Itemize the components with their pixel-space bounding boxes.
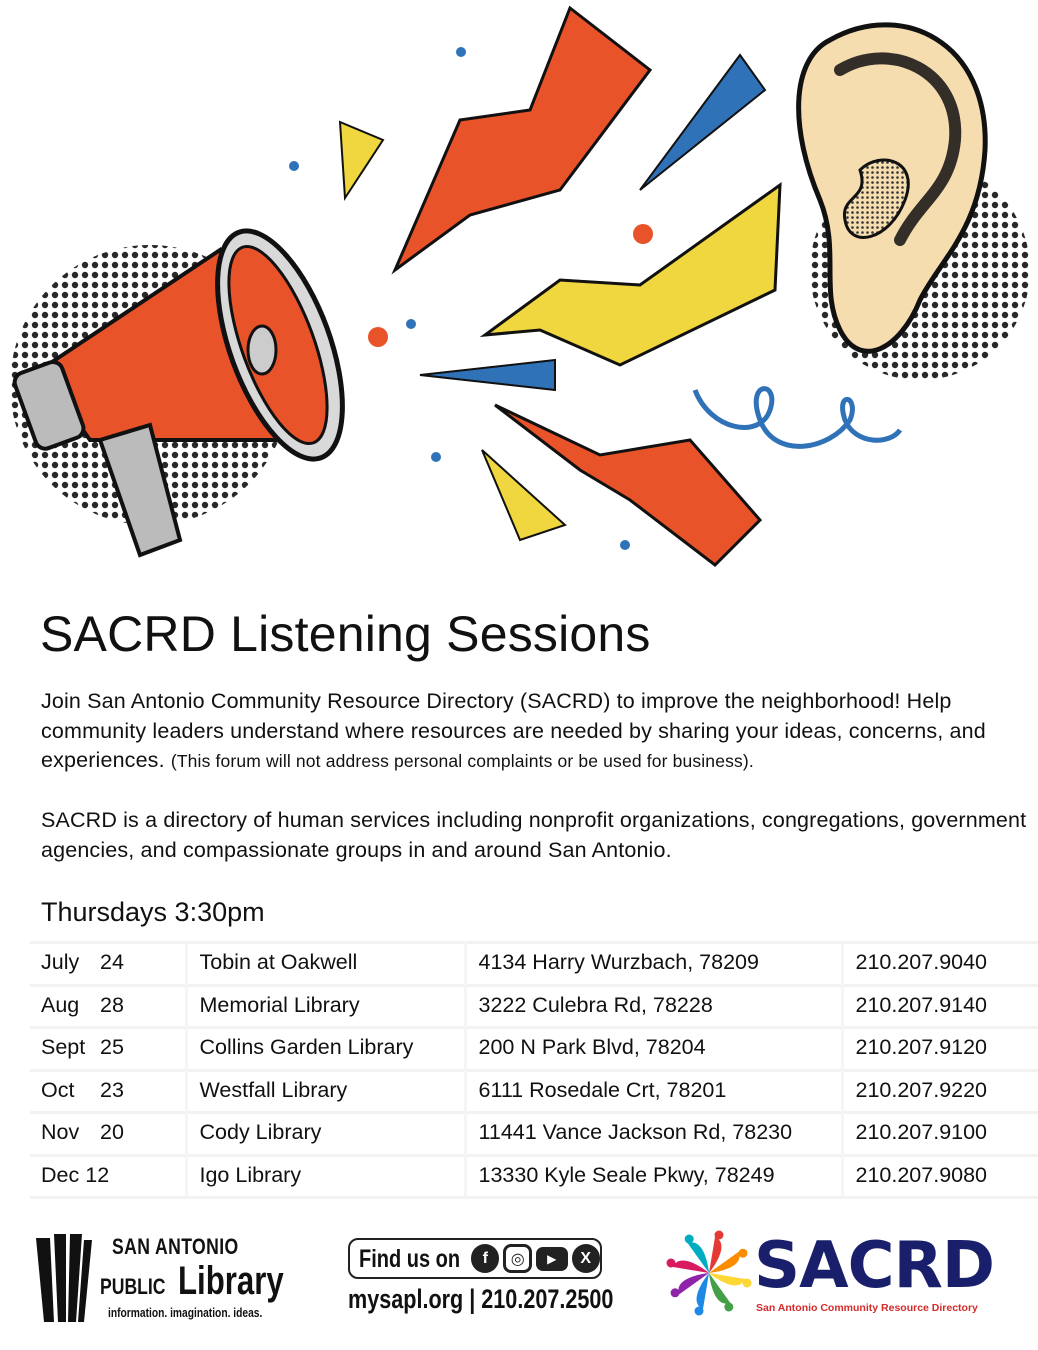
session-row [30, 1155, 1038, 1198]
session-phone: 210.207.9120 [842, 1028, 1038, 1071]
blue-bolt [640, 55, 765, 190]
page-title: SACRD Listening Sessions [40, 606, 651, 662]
sessions-table [30, 941, 1038, 1199]
session-address: 200 N Park Blvd, 78204 [465, 1028, 842, 1071]
sacrd-name: SACRD [754, 1229, 994, 1303]
session-month: Sept [41, 1035, 86, 1060]
session-address: 13330 Kyle Seale Pkwy, 78249 [465, 1155, 842, 1198]
instagram-icon[interactable]: ◎ [503, 1244, 532, 1273]
squiggle [695, 389, 900, 447]
sacrd-pinwheel-icon [666, 1230, 752, 1316]
session-address: 4134 Harry Wurzbach, 78209 [465, 943, 842, 986]
session-location: Memorial Library [186, 985, 465, 1028]
session-row [30, 1070, 1038, 1113]
session-phone: 210.207.9080 [842, 1155, 1038, 1198]
session-month: Aug [41, 992, 80, 1017]
session-date [30, 985, 186, 1028]
session-month: July [41, 950, 80, 975]
x-icon[interactable]: X [572, 1244, 600, 1273]
session-address: 3222 Culebra Rd, 78228 [465, 985, 842, 1028]
intro-text: Join San Antonio Community Resource Directory (SACRD) to improve the neighborhood! Help community leaders understand where resources are needed by sharing your ideas, concerns, and experiences. [41, 689, 986, 772]
session-location: Collins Garden Library [186, 1028, 465, 1071]
orange-bolt [395, 8, 650, 270]
youtube-icon[interactable]: ▶ [536, 1247, 567, 1271]
session-row [30, 1113, 1038, 1156]
session-location: Cody Library [186, 1113, 465, 1156]
session-day: 20 [100, 1120, 124, 1145]
session-day: 25 [100, 1035, 124, 1060]
facebook-icon[interactable]: f [471, 1244, 499, 1273]
blue-bolt [420, 360, 555, 390]
sapl-line1: SAN ANTONIO [112, 1234, 239, 1259]
about-paragraph: SACRD is a directory of human services including nonprofit organizations, congregations, government agencies, and compassionate groups in and around San Antonio. [41, 808, 1027, 862]
footer [0, 1228, 1038, 1328]
yellow-triangle [482, 450, 565, 540]
content-column [41, 687, 1038, 1199]
session-day: 12 [85, 1162, 110, 1187]
session-location: Tobin at Oakwell [186, 943, 465, 986]
sacrd-logo [666, 1230, 1011, 1322]
session-date [30, 943, 186, 986]
session-row [30, 1028, 1038, 1071]
session-phone: 210.207.9220 [842, 1070, 1038, 1113]
session-date [30, 1028, 186, 1071]
session-phone: 210.207.9140 [842, 985, 1038, 1028]
megaphone-ear-illustration [0, 0, 1038, 590]
intro-note: (This forum will not address personal complaints or be used for business). [170, 751, 754, 771]
contact-line: mysapl.org | 210.207.2500 [348, 1284, 614, 1314]
session-row [30, 943, 1038, 986]
schedule-heading: Thursdays 3:30pm [41, 897, 265, 927]
sapl-logo [36, 1232, 306, 1324]
session-address: 11441 Vance Jackson Rd, 78230 [465, 1113, 842, 1156]
intro-paragraph [41, 687, 1038, 777]
session-phone: 210.207.9040 [842, 943, 1038, 986]
session-location: Westfall Library [186, 1070, 465, 1113]
session-date [30, 1155, 186, 1198]
yellow-bolt [485, 185, 780, 365]
session-date [30, 1070, 186, 1113]
social-box [348, 1238, 602, 1279]
session-row [30, 985, 1038, 1028]
session-day: 23 [100, 1077, 124, 1102]
social-label: Find us on [359, 1244, 461, 1273]
sapl-bars-icon [36, 1232, 96, 1324]
session-phone: 210.207.9100 [842, 1113, 1038, 1156]
session-day: 28 [100, 992, 124, 1017]
session-month: Oct [41, 1077, 75, 1102]
sapl-line3: Library [178, 1259, 284, 1303]
sapl-line2: PUBLIC [100, 1274, 166, 1299]
session-location: Igo Library [186, 1155, 465, 1198]
session-date [30, 1113, 186, 1156]
sapl-tagline: information. imagination. ideas. [108, 1306, 263, 1320]
session-day: 24 [100, 950, 124, 975]
session-month: Dec [41, 1162, 80, 1187]
session-month: Nov [41, 1120, 80, 1145]
yellow-triangle [340, 122, 383, 198]
session-address: 6111 Rosedale Crt, 78201 [465, 1070, 842, 1113]
sacrd-tagline: San Antonio Community Resource Directory [756, 1302, 978, 1314]
